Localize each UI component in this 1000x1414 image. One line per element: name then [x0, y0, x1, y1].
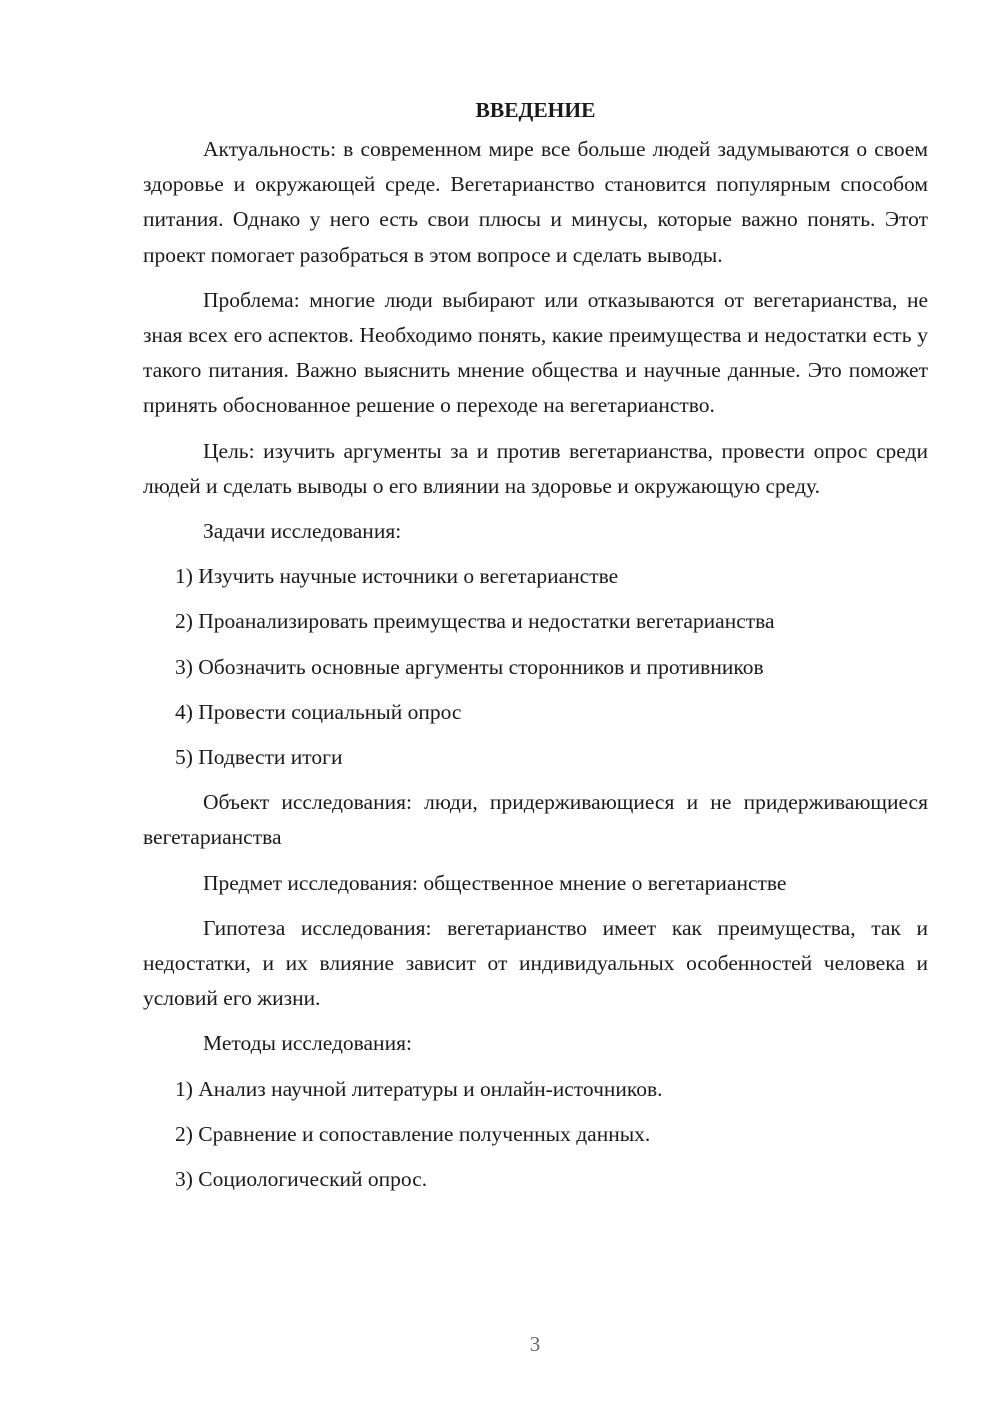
problem-paragraph: Проблема: многие люди выбирают или отказываются от вегетарианства, не зная всех его аспектов. Необходимо понять, какие преимущества и недостатки есть у такого питания. Важно выяснить мнение общества и научные данные. Это поможет принять обоснованное решение о переходе на вегетарианство.	[143, 287, 928, 418]
object-paragraph: Объект исследования: люди, придерживающиеся и не придерживающиеся вегетарианства	[143, 790, 928, 850]
methods-heading: Методы исследования:	[203, 1031, 412, 1056]
hypothesis-paragraph: Гипотеза исследования: вегетарианство имеет как преимущества, так и недостатки, и их влияние зависит от индивидуальных особенностей человека и условий его жизни.	[143, 915, 928, 1011]
goal-paragraph: Цель: изучить аргументы за и против вегетарианства, провести опрос среди людей и сделать выводы о его влиянии на здоровье и окружающую среду.	[143, 438, 928, 498]
document-page	[143, 92, 928, 1207]
tasks-list	[143, 559, 928, 775]
list-item: 4) Провести социальный опрос	[175, 699, 462, 724]
methods-list	[143, 1072, 928, 1198]
page-title: ВВЕДЕНИЕ	[475, 98, 596, 122]
relevance-paragraph: Актуальность: в современном мире все больше людей задумываются о своем здоровье и окружающей среде. Вегетарианство становится популярным способом питания. Однако у него есть свои плюсы и минусы, которые важно понять. Этот проект помогает разобраться в этом вопросе и сделать выводы.	[143, 137, 928, 267]
list-item: 1) Анализ научной литературы и онлайн-источников.	[175, 1076, 663, 1101]
list-item: 1) Изучить научные источники о вегетарианстве	[175, 564, 619, 589]
list-item: 3) Обозначить основные аргументы сторонников и противников	[175, 654, 764, 679]
subject-paragraph: Предмет исследования: общественное мнение о вегетарианстве	[203, 870, 787, 895]
list-item: 2) Проанализировать преимущества и недостатки вегетарианства	[175, 609, 775, 634]
list-item: 2) Сравнение и сопоставление полученных данных.	[175, 1121, 651, 1146]
tasks-heading: Задачи исследования:	[203, 519, 402, 544]
list-item: 5) Подвести итоги	[175, 745, 343, 770]
page-number: 3	[529, 1332, 541, 1356]
list-item: 3) Социологический опрос.	[175, 1167, 428, 1192]
